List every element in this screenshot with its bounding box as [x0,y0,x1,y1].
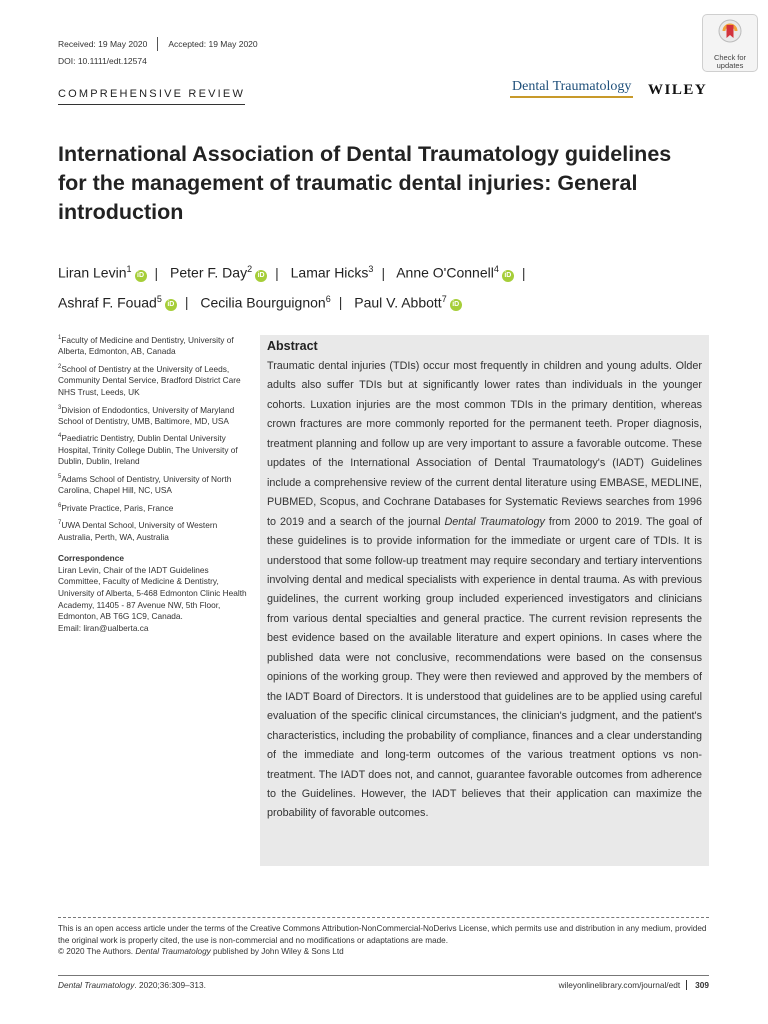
check-updates-icon [717,19,743,47]
date-divider [157,37,158,51]
abstract-heading: Abstract [267,339,318,353]
license-text: This is an open access article under the terms of the Creative Commons Attribution-NonCommercial-NoDerivs License, which permits use and distribution in any medium, provided the original work is properly cited, the use is non-commercial and no modifications or adaptations are made. [58,924,707,945]
author-separator: | [154,264,159,281]
affiliation-item: $^5$Adams School of Dentistry, University of North Carolina, Chapel Hill, NC, USA [58,473,232,496]
orcid-icon[interactable]: iD [165,299,177,311]
abstract-box [260,335,709,866]
author-affiliation-number: 3 [368,264,374,274]
orcid-icon[interactable]: iD [450,299,462,311]
affiliations [58,333,248,634]
correspondence-heading: Correspondence [58,553,124,564]
journal-logo: Dental Traumatology [510,79,633,98]
author-name[interactable]: Ashraf F. Fouad [58,294,157,311]
author-affiliation-number: 1 [126,264,132,274]
author-list [58,256,718,315]
author-separator: | [338,294,343,311]
affiliation-item: $^7$UWA Dental School, University of Western Australia, Perth, WA, Australia [58,520,218,542]
author-affiliation-number: 6 [325,293,331,304]
publisher-logo: WILEY [648,82,708,98]
author-separator: | [184,294,189,311]
author-name[interactable]: Liran Levin [58,264,127,281]
author-name[interactable]: Cecilia Bourguignon [200,294,326,311]
footer-right [559,980,709,990]
abstract-text: Traumatic dental injuries (TDIs) occur most frequently in children and young adults. Older adults also suffer TDIs but at significantly lower rates than individuals in the younger cohorts. Luxation injuries are the most common TDIs in the primary dentition, whereas crown fractures are more commonly reported for the permanent teeth. Proper diagnosis, treatment planning and follow up are very important to assure a favorable outcome. These updates of the International Association of Dental Traumatology's (IADT) Guidelines include a comprehensive review of the current dental literature using EMBASE, MEDLINE, PUBMED, Scopus, and Cochrane Databases for Systematic Reviews searches from 1996 to 2019 and a search of the journal Dental Traumatology from 2000 to 2019. The goal of these guidelines is to provide information for the immediate or urgent care of TDIs. It is understood that some follow-up treatment may require secondary and tertiary interventions involving dental and medical specialists with experience in dental trauma. As with previous guidelines, the current working group included experienced investigators and clinicians from various dental specialties and general practice. The current revision represents the best evidence based on the available literature and expert opinions. In cases where the published data were not conclusive, recommendations were based on the consensus opinions of the working group. They were then reviewed and approved by the members of the IADT Board of Directors. It is understood that guidelines are to be applied using careful evaluation of the specific clinical circumstances, the clinician's judgment, and the patient's characteristics, including the probability of compliance, finances and a clear understanding of the immediate and long-term outcomes of the various treatment options vs non-treatment. The IADT does not, and cannot, guarantee favorable outcomes from adherence to the Guidelines. However, the IADT believes that their application can maximize the probability of favorable outcomes. [267,360,703,820]
citation: Dental Traumatology. 2020;36:309–313. [58,980,206,990]
copyright-line: © 2020 The Authors. Dental Traumatology published by John Wiley & Sons Ltd [58,947,344,956]
author-name[interactable]: Peter F. Day [170,264,248,281]
section-label: COMPREHENSIVE REVIEW [58,88,245,105]
correspondence-address: Liran Levin, Chair of the IADT Guidelines Committee, Faculty of Medicine & Dentistry, University of Alberta, 5-468 Edmonton Clinic Health Academy, 11405 - 87 Avenue NW, 5th Floor, Edmonton, AB T6G 1C9, Canada. [58,564,247,622]
author-name[interactable]: Paul V. Abbott [354,294,442,311]
affiliation-item: $^4$Paediatric Dentistry, Dublin Dental University Hospital, Trinity College Dublin, The University of Dublin, Dublin, Ireland [58,433,238,467]
received-date: Received: 19 May 2020 [58,39,148,49]
check-updates-label: Check for updates [713,53,747,70]
journal-name: Dental Traumatology [444,515,545,528]
author-separator: | [381,264,386,281]
author-affiliation-number: 2 [247,264,253,274]
article-dates [58,37,258,51]
article-title: International Association of Dental Traumatology guidelines for the management of traumatic dental injuries: General introduction [58,142,672,224]
author-affiliation-number: 5 [156,293,162,304]
journal-url[interactable]: wileyonlinelibrary.com/journal/edt [558,980,681,990]
affiliation-item: $^6$Private Practice, Paris, France [58,502,174,513]
page-number: 309 [686,980,709,990]
author-separator: | [275,264,279,281]
author-separator: | [521,264,526,281]
correspondence-email[interactable]: Email: liran@ualberta.ca [58,622,149,633]
orcid-icon[interactable]: iD [255,270,267,282]
page-footer [58,975,709,990]
author-name[interactable]: Lamar Hicks [290,264,369,281]
orcid-icon[interactable]: iD [502,270,514,282]
accepted-date: Accepted: 19 May 2020 [168,39,258,49]
check-for-updates-badge[interactable] [702,14,758,72]
author-name[interactable]: Anne O'Connell [396,264,494,281]
author-affiliation-number: 7 [441,293,447,304]
doi[interactable]: DOI: 10.1111/edt.12574 [58,56,147,66]
license-footnote [58,917,709,958]
affiliation-item: $^3$Division of Endodontics, University of Maryland School of Dentistry, UMB, Baltimore, MD, USA [58,404,235,426]
orcid-icon[interactable]: iD [135,270,147,282]
affiliation-item: $^1$Faculty of Medicine and Dentistry, University of Alberta, Edmonton, AB, Canada [58,334,234,357]
affiliation-item: $^2$School of Dentistry at the University of Leeds, Community Dental Service, Bradford District Care NHS Trust, Leeds, UK [58,363,241,397]
author-affiliation-number: 4 [493,264,499,274]
